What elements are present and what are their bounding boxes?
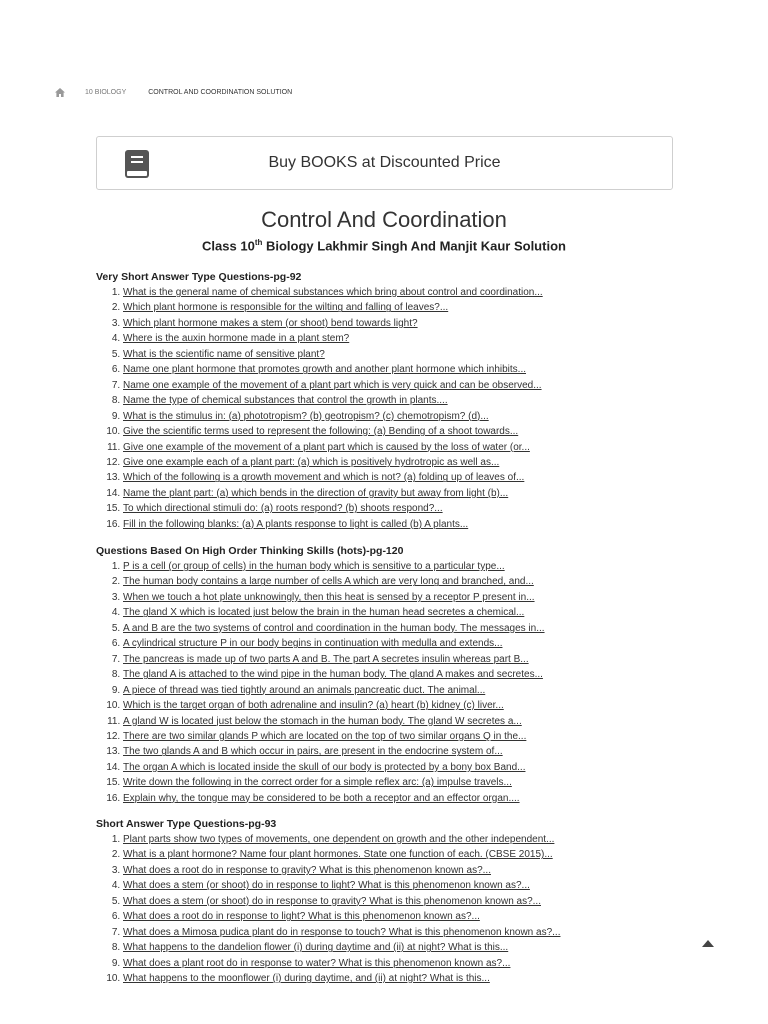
- question-link[interactable]: A and B are the two systems of control and coordination in the human body. The messages in...: [123, 622, 545, 634]
- question-link[interactable]: Name the type of chemical substances that control the growth in plants....: [123, 395, 448, 407]
- question-link[interactable]: What does a stem (or shoot) do in response to gravity? What is this phenomenon known as?...: [123, 895, 541, 907]
- question-list: [96, 559, 545, 806]
- list-item: [123, 424, 543, 439]
- list-item: [123, 470, 543, 485]
- question-link[interactable]: The two glands A and B which occur in pairs, are present in the endocrine system of...: [123, 746, 503, 758]
- list-item: [123, 909, 560, 924]
- list-item: [123, 971, 560, 986]
- question-link[interactable]: The pancreas is made up of two parts A and B. The part A secretes insulin whereas part B...: [123, 653, 529, 665]
- question-link[interactable]: A gland W is located just below the stomach in the human body. The gland W secretes a...: [123, 715, 522, 727]
- question-link[interactable]: A piece of thread was tied tightly around an animals pancreatic duct. The animal...: [123, 684, 486, 696]
- list-item: [123, 517, 543, 532]
- question-link[interactable]: To which directional stimuli do: (a) roots respond? (b) shoots respond?...: [123, 503, 443, 515]
- question-link[interactable]: Which plant hormone makes a stem (or shoot) bend towards light?: [123, 317, 418, 329]
- list-item: [123, 574, 545, 589]
- list-item: [123, 729, 545, 744]
- list-item: [123, 347, 543, 362]
- list-item: [123, 378, 543, 393]
- list-item: [123, 832, 560, 847]
- page-subtitle: [0, 238, 768, 253]
- section-heading: Questions Based On High Order Thinking Skills (hots)-pg-120: [96, 545, 404, 557]
- breadcrumb-item-current: CONTROL AND COORDINATION SOLUTION: [148, 89, 293, 96]
- list-item: [123, 667, 545, 682]
- list-item: [123, 956, 560, 971]
- question-link[interactable]: Give the scientific terms used to represent the following: (a) Bending of a shoot towards...: [123, 426, 519, 438]
- list-item: [123, 486, 543, 501]
- question-link[interactable]: Fill in the following blanks: (a) A plants response to light is called (b) A plants...: [123, 518, 469, 530]
- list-item: [123, 590, 545, 605]
- list-item: [123, 300, 543, 315]
- question-link[interactable]: What happens to the dandelion flower (i) during daytime and (ii) at night? What is this...: [123, 942, 509, 954]
- question-link[interactable]: Write down the following in the correct order for a simple reflex arc: (a) impulse travels...: [123, 777, 512, 789]
- list-item: [123, 744, 545, 759]
- question-link[interactable]: What happens to the moonflower (i) during daytime, and (ii) at night? What is this...: [123, 973, 490, 985]
- list-item: [123, 605, 545, 620]
- list-item: [123, 878, 560, 893]
- caret-up-icon[interactable]: [702, 940, 714, 947]
- question-link[interactable]: A cylindrical structure P in our body begins in continuation with medulla and extends...: [123, 638, 503, 650]
- question-link[interactable]: The gland X which is located just below the brain in the human head secretes a chemical...: [123, 607, 525, 619]
- section-very-short-answer: [96, 270, 543, 532]
- list-item: [123, 362, 543, 377]
- list-item: [123, 501, 543, 516]
- question-link[interactable]: Name one plant hormone that promotes growth and another plant hormone which inhibits...: [123, 364, 527, 376]
- list-item: [123, 652, 545, 667]
- question-link[interactable]: When we touch a hot plate unknowingly, then this heat is sensed by a receptor P present in...: [123, 591, 535, 603]
- question-link[interactable]: The organ A which is located inside the skull of our body is protected by a bony box Band...: [123, 761, 526, 773]
- question-link[interactable]: There are two similar glands P which are located on the top of two similar organs Q in the...: [123, 730, 527, 742]
- breadcrumb: [55, 88, 292, 97]
- list-item: [123, 714, 545, 729]
- section-heading: Short Answer Type Questions-pg-93: [96, 818, 277, 830]
- list-item: [123, 393, 543, 408]
- list-item: [123, 683, 545, 698]
- list-item: [123, 894, 560, 909]
- question-link[interactable]: Plant parts show two types of movements, one dependent on growth and the other independent...: [123, 834, 555, 845]
- question-link[interactable]: What does a stem (or shoot) do in response to light? What is this phenomenon known as?...: [123, 880, 530, 892]
- list-item: [123, 940, 560, 955]
- list-item: [123, 316, 543, 331]
- list-item: [123, 925, 560, 940]
- question-link[interactable]: What does a Mimosa pudica plant do in response to touch? What is this phenomenon known as?...: [123, 926, 561, 938]
- list-item: [123, 775, 545, 790]
- list-item: [123, 440, 543, 455]
- list-item: [123, 455, 543, 470]
- page-title: Control And Coordination: [261, 207, 507, 232]
- question-link[interactable]: Which is the target organ of both adrenaline and insulin? (a) heart (b) kidney (c) liver...: [123, 700, 504, 712]
- buy-books-banner[interactable]: [96, 136, 673, 190]
- breadcrumb-item-biology[interactable]: 10 BIOLOGY: [85, 89, 127, 96]
- buy-books-label: Buy BOOKS at Discounted Price: [268, 154, 501, 171]
- question-link[interactable]: The human body contains a large number of cells A which are very long and branched, and...: [123, 576, 534, 588]
- question-link[interactable]: Name the plant part: (a) which bends in the direction of gravity but away from light (b)...: [123, 487, 509, 499]
- list-item: [123, 863, 560, 878]
- question-link[interactable]: What is the general name of chemical substances which bring about control and coordination...: [123, 287, 543, 298]
- section-hots: [96, 544, 545, 806]
- question-link[interactable]: What is the stimulus in: (a) phototropism? (b) geotropism? (c) chemotropism? (d)...: [123, 410, 489, 422]
- subtitle-class: Class 10: [202, 238, 255, 254]
- question-link[interactable]: Which plant hormone is responsible for the wilting and falling of leaves?...: [123, 302, 449, 314]
- question-link[interactable]: The gland A is attached to the wind pipe in the human body. The gland A makes and secretes...: [123, 669, 543, 681]
- section-heading: Very Short Answer Type Questions-pg-92: [96, 271, 302, 283]
- list-item: [123, 409, 543, 424]
- question-link[interactable]: What does a root do in response to gravity? What is this phenomenon known as?...: [123, 864, 491, 876]
- question-link[interactable]: Explain why, the tongue may be considered to be both a receptor and an effector organ....: [123, 792, 520, 804]
- section-short-answer: [96, 817, 560, 987]
- question-link[interactable]: Give one example each of a plant part: (a) which is positively hydrotropic as well as...: [123, 456, 500, 468]
- book-icon: [125, 150, 149, 178]
- subtitle-sup: th: [254, 238, 263, 247]
- question-list: [96, 832, 560, 987]
- home-icon[interactable]: [55, 88, 65, 97]
- list-item: [123, 847, 560, 862]
- question-link[interactable]: Which of the following is a growth movement and which is not? (a) folding up of leaves of...: [123, 472, 525, 484]
- question-link[interactable]: What is the scientific name of sensitive plant?: [123, 348, 325, 360]
- list-item: [123, 760, 545, 775]
- list-item: [123, 636, 545, 651]
- list-item: [123, 791, 545, 806]
- question-link[interactable]: P is a cell (or group of cells) in the human body which is sensitive to a particular type...: [123, 561, 505, 572]
- question-list: [96, 285, 543, 532]
- question-link[interactable]: Where is the auxin hormone made in a plant stem?: [123, 333, 350, 345]
- subtitle-rest: Biology Lakhmir Singh And Manjit Kaur Solution: [262, 238, 566, 254]
- question-link[interactable]: What does a root do in response to light? What is this phenomenon known as?...: [123, 911, 480, 923]
- list-item: [123, 698, 545, 713]
- list-item: [123, 285, 543, 300]
- list-item: [123, 621, 545, 636]
- question-link[interactable]: What does a plant root do in response to water? What is this phenomenon known as?...: [123, 957, 511, 969]
- question-link[interactable]: Name one example of the movement of a plant part which is very quick and can be observed...: [123, 379, 542, 391]
- question-link[interactable]: Give one example of the movement of a plant part which is caused by the loss of water (or...: [123, 441, 530, 453]
- list-item: [123, 559, 545, 574]
- list-item: [123, 331, 543, 346]
- question-link[interactable]: What is a plant hormone? Name four plant hormones. State one function of each. (CBSE 2015)...: [123, 849, 553, 861]
